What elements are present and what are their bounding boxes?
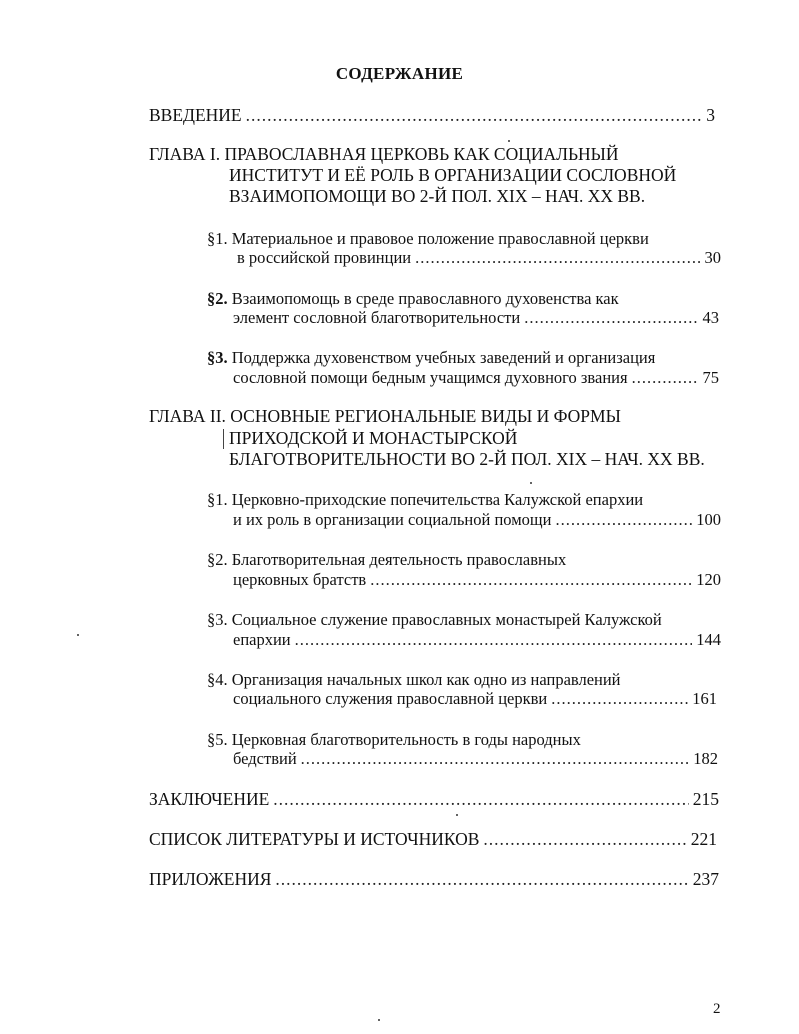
toc-entry-intro <box>149 105 715 125</box>
chapter1-section3-line2 <box>233 368 719 388</box>
section-title-cont: в российской провинции <box>237 248 412 267</box>
chapter2-section2-line2 <box>233 570 721 590</box>
chapter1-section2-line2 <box>233 308 719 328</box>
toc-label: ВВЕДЕНИЕ <box>149 105 242 125</box>
section-number: §1. <box>207 490 228 509</box>
toc-page: 221 <box>690 829 717 849</box>
section-number: §3. <box>207 610 228 629</box>
toc-page: 100 <box>696 510 721 529</box>
chapter2-section4-line2 <box>233 689 717 709</box>
page-title: СОДЕРЖАНИЕ <box>335 64 464 83</box>
section-title-cont: бедствий <box>233 749 297 768</box>
section-title-cont: и их роль в организации социальной помощи <box>233 510 552 529</box>
section-title: Организация начальных школ как одно из направлений <box>231 670 621 689</box>
chapter1-section1-line2 <box>237 248 721 268</box>
scan-speck <box>456 814 458 816</box>
chapter2-heading-line1: ГЛАВА II. ОСНОВНЫЕ РЕГИОНАЛЬНЫЕ ВИДЫ И ФОРМЫ <box>149 406 621 426</box>
chapter2-section3-line1 <box>207 610 662 630</box>
section-title-cont: сословной помощи бедным учащимся духовного звания <box>233 368 628 387</box>
chapter1-heading-line2: ИНСТИТУТ И ЕЁ РОЛЬ В ОРГАНИЗАЦИИ СОСЛОВНОЙ <box>229 165 677 185</box>
leader-dots <box>632 368 699 388</box>
toc-page: 144 <box>696 630 721 649</box>
section-title-cont: епархии <box>233 630 291 649</box>
leader-dots <box>551 689 688 709</box>
section-title-cont: церковных братств <box>233 570 367 589</box>
toc-entry-conclusion <box>149 789 719 809</box>
section-title: Церковно-приходские попечительства Калужской епархии <box>231 490 644 509</box>
chapter2-section4-line1 <box>207 670 621 690</box>
toc-entry-bibliography <box>149 829 717 849</box>
toc-label: ПРИЛОЖЕНИЯ <box>149 869 272 889</box>
toc-page: 237 <box>692 869 719 889</box>
section-number: §3. <box>207 348 228 367</box>
scan-margin-mark <box>223 429 224 449</box>
leader-dots <box>295 630 693 650</box>
section-title: Поддержка духовенством учебных заведений и организация <box>231 348 656 367</box>
scan-speck <box>530 482 532 484</box>
chapter2-section1-line2 <box>233 510 721 530</box>
section-title: Взаимопомощь в среде православного духовенства как <box>231 289 619 308</box>
toc-page: 30 <box>704 248 721 267</box>
toc-page: 75 <box>702 368 719 387</box>
leader-dots <box>275 869 688 889</box>
section-number: §2. <box>207 550 228 569</box>
toc-label: СПИСОК ЛИТЕРАТУРЫ И ИСТОЧНИКОВ <box>149 829 480 849</box>
section-number: §5. <box>207 730 228 749</box>
scan-speck <box>378 1019 380 1021</box>
toc-label: ЗАКЛЮЧЕНИЕ <box>149 789 270 809</box>
leader-dots <box>301 749 690 769</box>
chapter1-section1-line1 <box>207 229 649 249</box>
leader-dots <box>246 105 703 125</box>
chapter2-section5-line1 <box>207 730 581 750</box>
chapter2-section3-line2 <box>233 630 721 650</box>
leader-dots <box>524 308 698 328</box>
toc-page: 3 <box>706 105 715 125</box>
chapter1-heading-line3: ВЗАИМОПОМОЩИ ВО 2-Й ПОЛ. XIX – НАЧ. XX ВВ. <box>229 186 646 206</box>
chapter1-section3-line1 <box>207 348 655 368</box>
section-number: §4. <box>207 670 228 689</box>
section-title: Социальное служение православных монастырей Калужской <box>231 610 662 629</box>
section-number: §1. <box>207 229 228 248</box>
chapter2-section2-line1 <box>207 550 566 570</box>
section-title-cont: социального служения православной церкви <box>233 689 548 708</box>
chapter1-section2-line1 <box>207 289 619 309</box>
section-title: Церковная благотворительность в годы народных <box>231 730 581 749</box>
chapter2-section1-line1 <box>207 490 643 510</box>
chapter2-heading-line2: ПРИХОДСКОЙ И МОНАСТЫРСКОЙ <box>229 428 518 448</box>
chapter1-heading-line1: ГЛАВА I. ПРАВОСЛАВНАЯ ЦЕРКОВЬ КАК СОЦИАЛЬНЫЙ <box>149 144 619 164</box>
chapter2-section5-line2 <box>233 749 718 769</box>
toc-page: 215 <box>692 789 719 809</box>
scan-speck <box>77 634 79 636</box>
leader-dots <box>273 789 688 809</box>
section-title-cont: элемент сословной благотворительности <box>233 308 521 327</box>
toc-page: 182 <box>693 749 718 768</box>
toc-page: 120 <box>696 570 721 589</box>
leader-dots <box>415 248 700 268</box>
leader-dots <box>555 510 692 530</box>
section-number: §2. <box>207 289 228 308</box>
leader-dots <box>483 829 686 849</box>
leader-dots <box>370 570 692 590</box>
toc-entry-appendix <box>149 869 719 889</box>
toc-page: 43 <box>702 308 719 327</box>
page-number: 2 <box>713 1001 721 1017</box>
scan-speck <box>508 140 510 142</box>
section-title: Материальное и правовое положение православной церкви <box>231 229 649 248</box>
chapter2-heading-line3: БЛАГОТВОРИТЕЛЬНОСТИ ВО 2-Й ПОЛ. XIX – НАЧ. XX ВВ. <box>229 449 705 469</box>
toc-page: 161 <box>692 689 717 708</box>
section-title: Благотворительная деятельность православных <box>231 550 567 569</box>
